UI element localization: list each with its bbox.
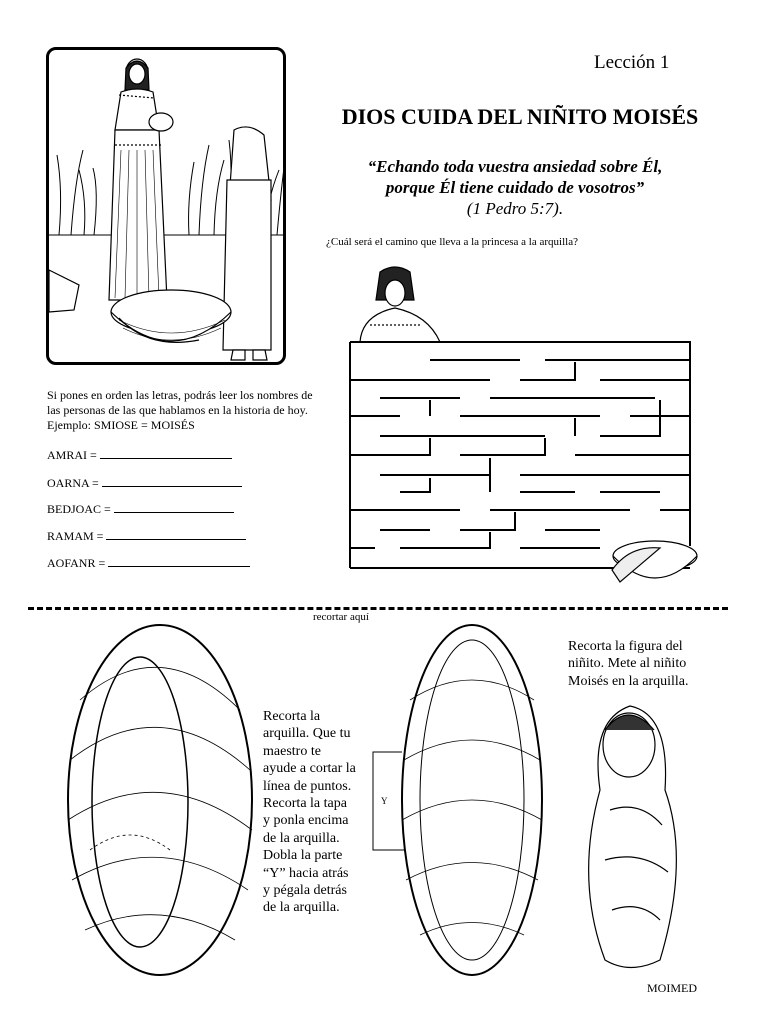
story-illustration [46,47,286,365]
instruction-line: línea de puntos. [263,778,352,794]
baby-moses-cutout [589,706,677,968]
instruction-line: de la arquilla. [263,900,340,916]
scramble-example: Ejemplo: SMIOSE = MOISÉS [47,418,195,432]
verse-reference: (1 Pedro 5:7). [466,199,564,218]
maze-basket-figure [612,541,697,582]
instruction-line: Dobla la parte [263,848,343,864]
instruction-line: niñito. Mete al niñito [568,656,687,672]
scramble-word: RAMAM = [47,529,104,543]
scramble-word-row [47,502,234,517]
scramble-intro-line: Si pones en orden las letras, podrás leer los nombres de [47,388,313,402]
instruction-line: Moisés en la arquilla. [568,673,689,689]
basket-lid-cutout [373,625,542,975]
basket-cutout-large [68,625,252,975]
scramble-word: BEDJOAC = [47,502,111,516]
verse-line-1: “Echando toda vuestra ansiedad sobre Él, [367,157,663,176]
answer-blank[interactable] [114,502,234,513]
scramble-word: AMRAI = [47,448,97,462]
scramble-instructions [47,388,337,433]
princess-scene-drawing [49,50,286,365]
answer-blank[interactable] [108,556,250,567]
scramble-intro-line: las personas de las que hablamos en la historia de hoy. [47,403,308,417]
instruction-line: de la arquilla. [263,830,340,846]
lesson-number: Lección 1 [594,52,670,73]
answer-blank[interactable] [100,448,232,459]
instruction-line: Recorta la figura del [568,639,683,654]
princess-bust-figure [360,267,440,342]
instruction-line: y ponla encima [263,813,349,829]
basket-instructions [263,708,373,917]
instruction-line: Recorta la tapa [263,796,347,812]
scramble-word-row [47,529,246,544]
instruction-line: “Y” hacia atrás [263,865,349,881]
cut-dashed-line[interactable] [28,607,728,610]
footer-credit: MOIMED [647,981,697,995]
verse-line-2: porque Él tiene cuidado de vosotros” [385,178,645,197]
scramble-word: OARNA = [47,476,99,490]
instruction-line: y pégala detrás [263,883,347,899]
scramble-word-row [47,476,242,491]
fold-tab-letter: Y [381,796,388,806]
bible-verse [330,156,700,219]
instruction-line: maestro te [263,743,321,759]
instruction-line: arquilla. Que tu [263,726,351,742]
instruction-line: ayude a cortar la [263,761,356,777]
scramble-word: AOFANR = [47,556,106,570]
instruction-line: Recorta la [263,709,321,724]
answer-blank[interactable] [106,529,246,540]
baby-instructions [568,638,718,690]
scramble-word-row [47,556,250,571]
page-title: DIOS CUIDA DEL NIÑITO MOISÉS [341,104,699,129]
scramble-word-row [47,448,232,463]
maze-question: ¿Cuál será el camino que lleva a la princesa a la arquilla? [326,236,578,248]
answer-blank[interactable] [102,476,242,487]
cut-here-label: recortar aquí [313,611,369,623]
maze-walls [350,342,690,568]
